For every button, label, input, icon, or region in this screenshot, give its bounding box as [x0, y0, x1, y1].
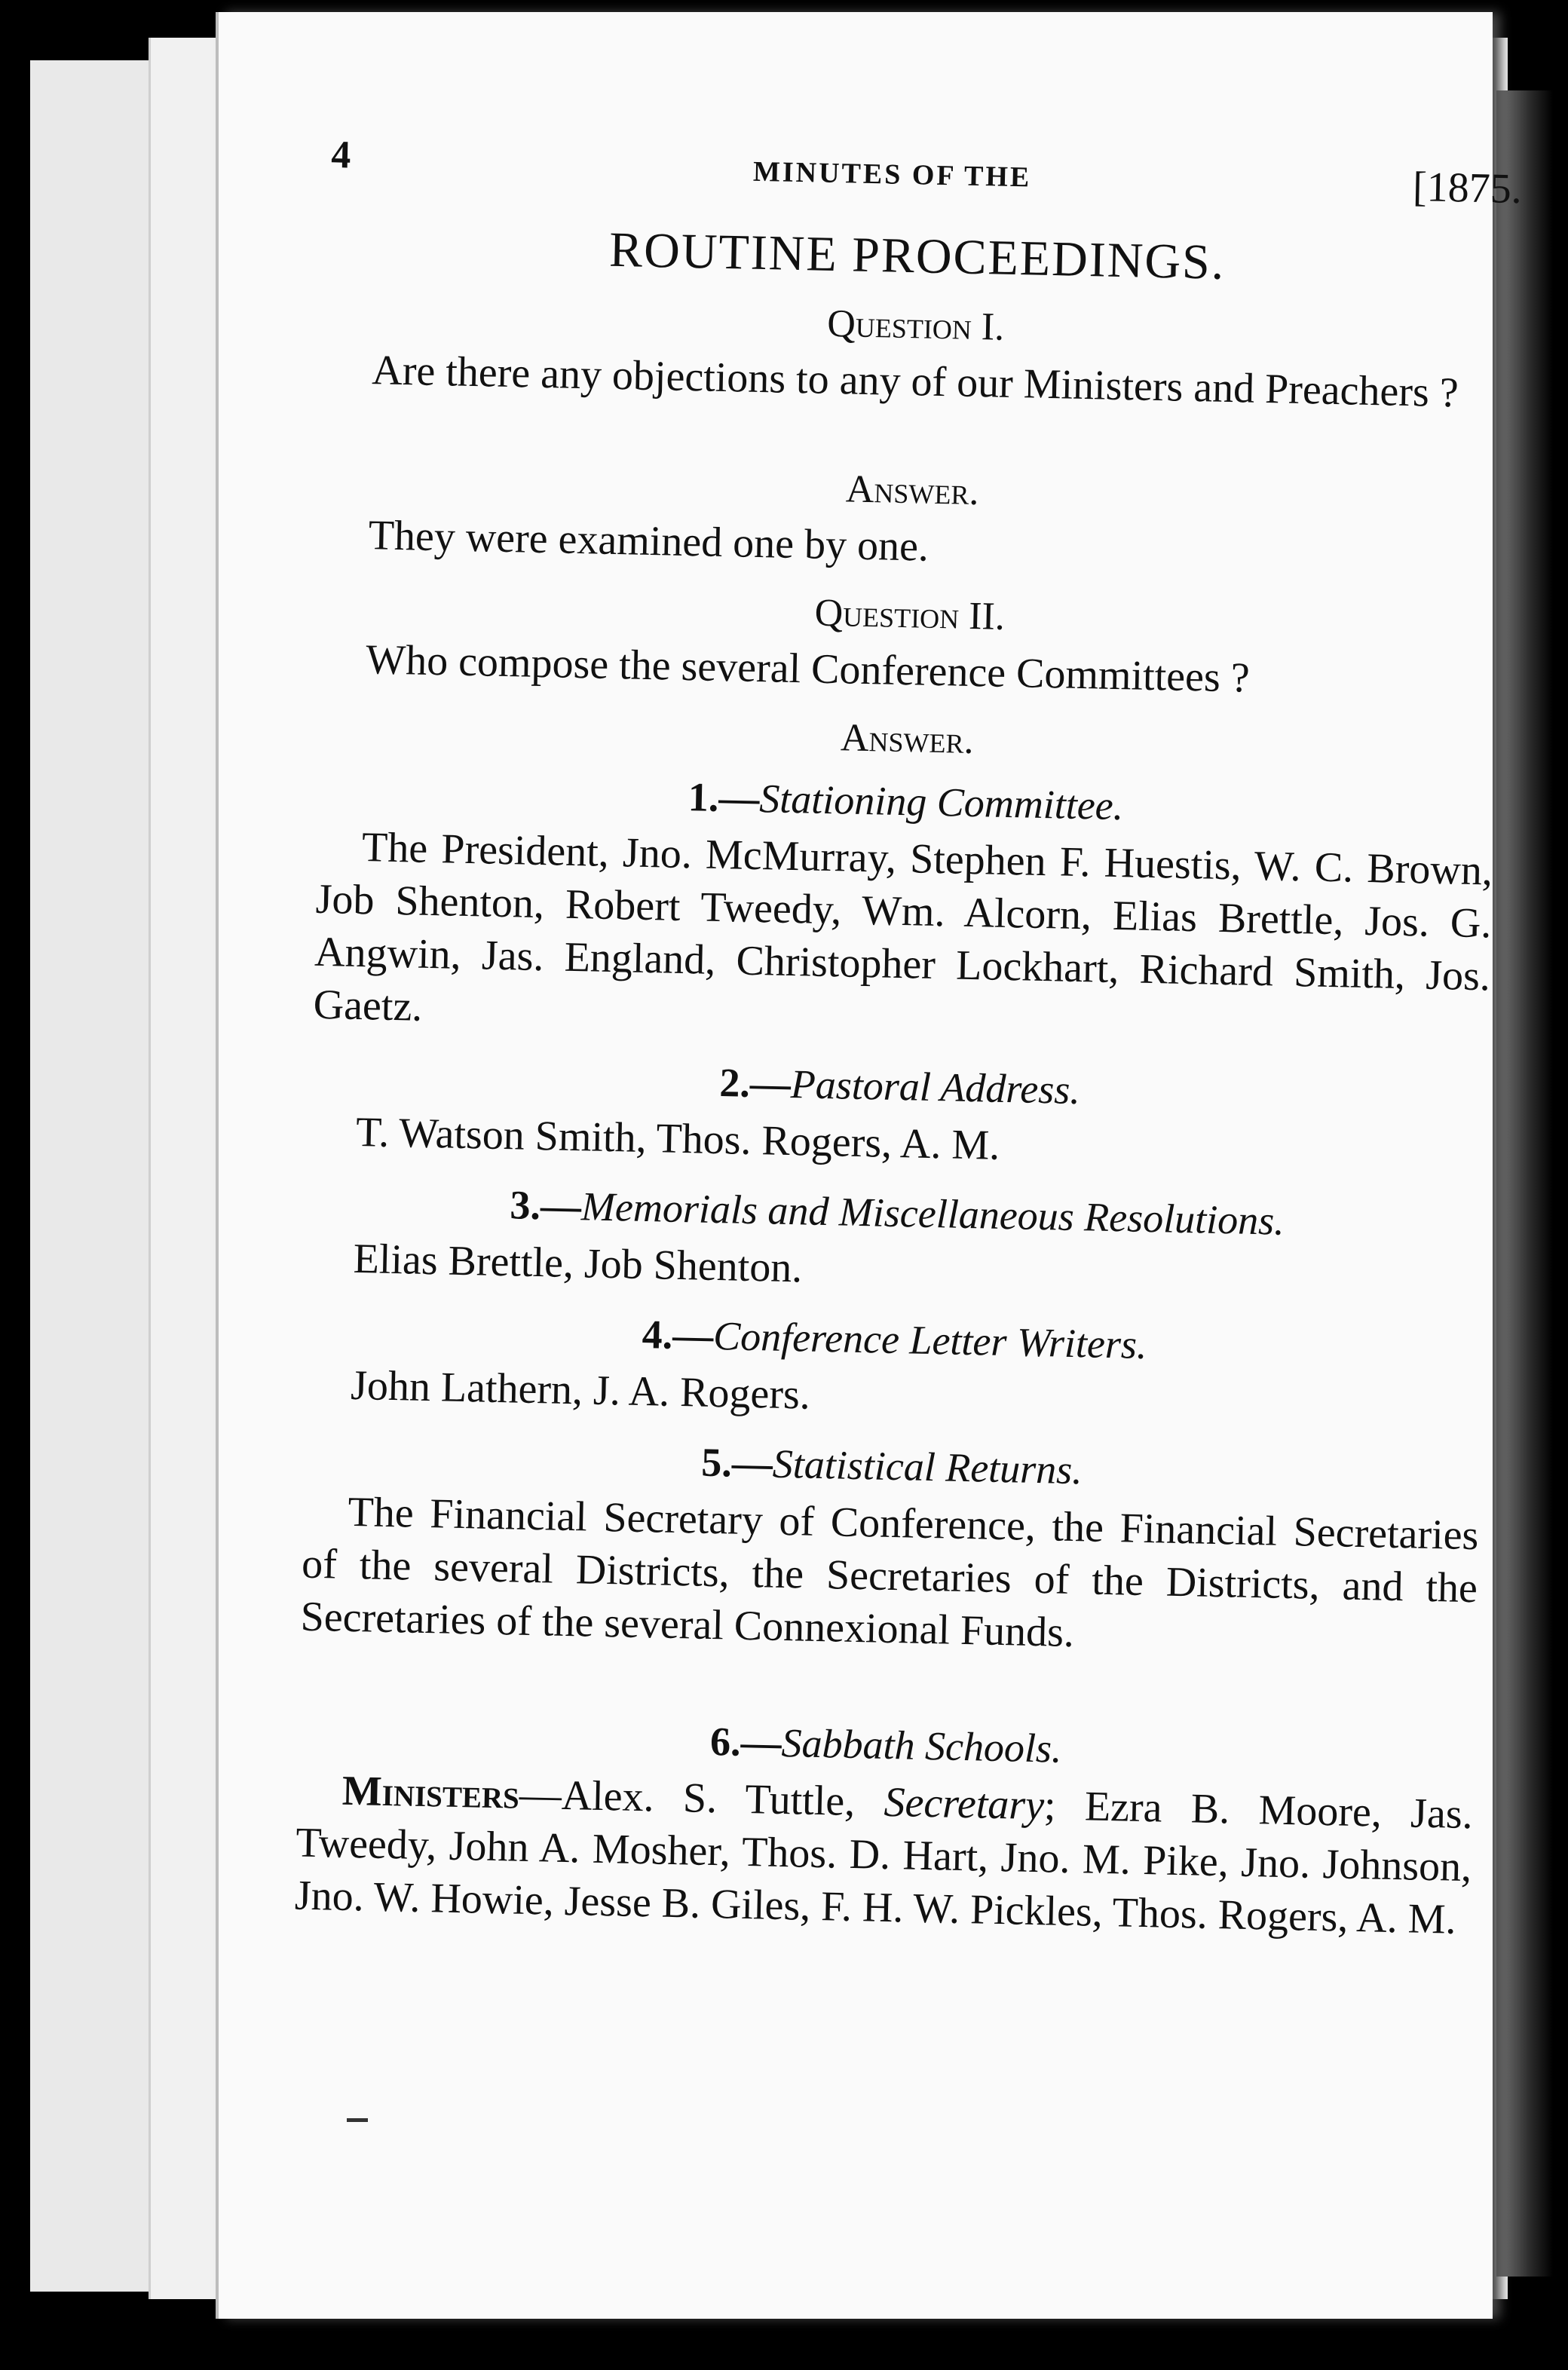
committee-5-name: Statistical Returns.: [772, 1441, 1083, 1493]
committee-3-name: Memorials and Miscellaneous Resolutions.: [580, 1183, 1285, 1244]
committee-3-members: Elias Brettle, Job Shenton.: [353, 1235, 803, 1292]
committee-5-members: The Financial Secretary of Conference, the Financial Secretaries of the several Districts, the Secretaries of the Districts, and the Secretaries of the several Connexional Funds.: [300, 1488, 1480, 1657]
committee-1-name: Stationing Committee.: [758, 776, 1124, 829]
document-page: [219, 12, 1523, 2319]
question-1-text: Are there any objections to any of our Ministers and Preachers ?: [371, 347, 1459, 417]
committee-4-number: 4.—: [642, 1311, 714, 1358]
ministers-first: —Alex. S. Tuttle,: [519, 1771, 856, 1826]
committee-4-members: John Lathern, J. A. Rogers.: [350, 1361, 811, 1419]
running-head: MINUTES OF THE: [752, 155, 1032, 194]
committee-4-name: Conference Letter Writers.: [712, 1312, 1148, 1367]
page-text: [294, 133, 1523, 1966]
page-number: 4: [330, 133, 351, 177]
committee-6-members: [294, 1764, 1473, 1947]
question-2-heading: Question II.: [814, 591, 1006, 638]
committee-2-number: 2.—: [718, 1060, 792, 1107]
answer-2-heading: Answer.: [840, 716, 975, 763]
ministers-label: Ministers: [341, 1767, 520, 1818]
committee-2-members: T. Watson Smith, Thos. Rogers, A. M.: [355, 1108, 1000, 1169]
committee-1-members: The President, Jno. McMurray, Stephen F. Huestis, W. C. Brown, Job Shenton, Robert Tweedy, Wm. Alcorn, Elias Brettle, Jos. G. Angwin, Jas. England, Christopher Lockhart, Richard Smith, Jos. Gaetz.: [313, 824, 1493, 1030]
committee-5-number: 5.—: [700, 1439, 773, 1487]
secretary-role: Secretary: [883, 1778, 1045, 1830]
committee-3-number: 3.—: [509, 1182, 582, 1229]
answer-1-text: They were examined one by one.: [368, 512, 929, 571]
committee-6-number: 6.—: [709, 1718, 782, 1765]
section-title: ROUTINE PROCEEDINGS.: [608, 222, 1227, 290]
committee-2-name: Pastoral Address.: [790, 1061, 1081, 1113]
question-2-text: Who compose the several Conference Committees ?: [365, 636, 1251, 702]
committee-6-name: Sabbath Schools.: [781, 1719, 1063, 1771]
year: [1875.: [1412, 164, 1523, 213]
question-1-heading: Question I.: [826, 302, 1005, 349]
spine-shadow: [1496, 90, 1553, 2277]
answer-1-heading: Answer.: [845, 467, 980, 514]
committee-1-number: 1.—: [688, 774, 761, 822]
page-header: [330, 133, 1523, 233]
stray-mark: [347, 2118, 368, 2122]
ministers-rest: ; Ezra B. Moore, Jas. Tweedy, John A. Mosher, Thos. D. Hart, Jno. M. Pike, Jno. Johnson, Jno. W. Howie, Jesse B. Giles, F. H. W. Pickles, Thos. Rogers, A. M.: [294, 1782, 1474, 1943]
spacer: [299, 1663, 1475, 1718]
